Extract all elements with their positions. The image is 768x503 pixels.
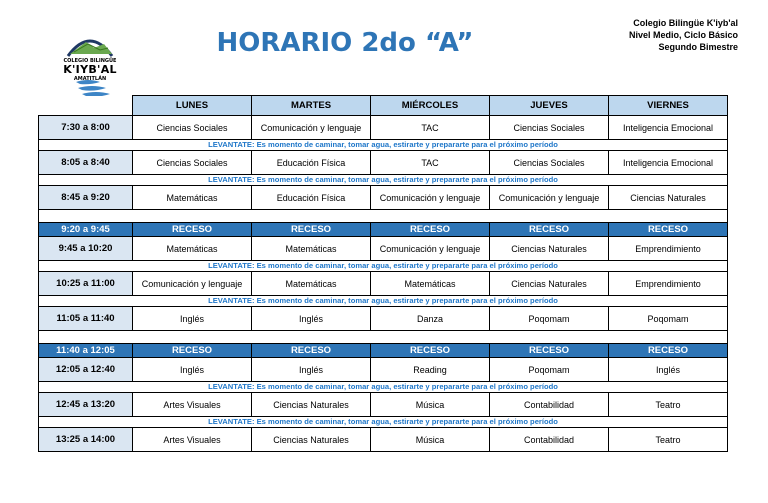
time-cell: 13:25 a 14:00 — [39, 428, 133, 452]
subject-cell: Matemáticas — [252, 237, 371, 261]
break-note-row — [39, 382, 728, 393]
subject-cell: Ciencias Naturales — [252, 428, 371, 452]
subject-cell: TAC — [371, 116, 490, 140]
subject-cell: Música — [371, 428, 490, 452]
class-row — [39, 116, 728, 140]
class-row — [39, 186, 728, 210]
subject-cell: Ciencias Naturales — [252, 393, 371, 417]
time-cell: 10:25 a 11:00 — [39, 272, 133, 296]
subject-cell: Emprendimiento — [609, 237, 728, 261]
subject-cell: Contabilidad — [490, 393, 609, 417]
class-row — [39, 237, 728, 261]
subject-cell: Inteligencia Emocional — [609, 116, 728, 140]
logo-text-top: COLEGIO BILINGÜE — [63, 58, 117, 64]
time-cell: 8:45 a 9:20 — [39, 186, 133, 210]
break-note-row — [39, 417, 728, 428]
subject-cell: Poqomam — [490, 307, 609, 331]
time-cell: 8:05 a 8:40 — [39, 151, 133, 175]
recess-cell: RECESO — [133, 344, 252, 358]
day-header: MARTES — [252, 96, 371, 116]
recess-cell: RECESO — [252, 344, 371, 358]
subject-cell: Matemáticas — [133, 186, 252, 210]
time-cell: 12:05 a 12:40 — [39, 358, 133, 382]
recess-cell: RECESO — [490, 223, 609, 237]
day-header: JUEVES — [490, 96, 609, 116]
recess-cell: RECESO — [252, 223, 371, 237]
spacer-row — [39, 331, 728, 344]
subject-cell: Ciencias Sociales — [133, 151, 252, 175]
subject-cell: Poqomam — [609, 307, 728, 331]
class-row — [39, 151, 728, 175]
subject-cell: Teatro — [609, 393, 728, 417]
class-row — [39, 393, 728, 417]
school-info — [629, 17, 738, 53]
spacer-row — [39, 210, 728, 223]
break-note: LEVANTATE: Es momento de caminar, tomar agua, estirarte y prepararte para el próximo período — [39, 417, 728, 428]
subject-cell: Ciencias Sociales — [490, 151, 609, 175]
subject-cell: Ciencias Naturales — [609, 186, 728, 210]
subject-cell: Matemáticas — [252, 272, 371, 296]
subject-cell: Danza — [371, 307, 490, 331]
break-note: LEVANTATE: Es momento de caminar, tomar agua, estirarte y prepararte para el próximo período — [39, 382, 728, 393]
subject-cell: Comunicación y lenguaje — [252, 116, 371, 140]
day-header: LUNES — [133, 96, 252, 116]
school-name: Colegio Bilingüe K'iyb'al — [633, 18, 738, 28]
subject-cell: TAC — [371, 151, 490, 175]
recess-cell: RECESO — [490, 344, 609, 358]
break-note: LEVANTATE: Es momento de caminar, tomar agua, estirarte y prepararte para el próximo período — [39, 261, 728, 272]
time-cell: 11:40 a 12:05 — [39, 344, 133, 358]
subject-cell: Ciencias Naturales — [490, 272, 609, 296]
class-row — [39, 307, 728, 331]
break-note: LEVANTATE: Es momento de caminar, tomar agua, estirarte y prepararte para el próximo período — [39, 140, 728, 151]
subject-cell: Comunicación y lenguaje — [371, 237, 490, 261]
recess-cell: RECESO — [371, 223, 490, 237]
subject-cell: Comunicación y lenguaje — [133, 272, 252, 296]
subject-cell: Ciencias Naturales — [490, 237, 609, 261]
schedule-table — [38, 95, 728, 452]
break-note-row — [39, 296, 728, 307]
break-note-row — [39, 140, 728, 151]
subject-cell: Poqomam — [490, 358, 609, 382]
time-cell: 11:05 a 11:40 — [39, 307, 133, 331]
spacer-cell — [39, 331, 728, 344]
school-level: Nivel Medio, Ciclo Básico — [628, 30, 738, 40]
subject-cell: Artes Visuales — [133, 428, 252, 452]
subject-cell: Inglés — [133, 358, 252, 382]
subject-cell: Educación Física — [252, 151, 371, 175]
class-row — [39, 272, 728, 296]
logo-text-name: K'IYB'AL — [63, 63, 117, 76]
subject-cell: Contabilidad — [490, 428, 609, 452]
subject-cell: Teatro — [609, 428, 728, 452]
break-note: LEVANTATE: Es momento de caminar, tomar agua, estirarte y prepararte para el próximo período — [39, 296, 728, 307]
header-row — [39, 96, 728, 116]
page-title: HORARIO 2do “A” — [216, 28, 474, 58]
break-note: LEVANTATE: Es momento de caminar, tomar agua, estirarte y prepararte para el próximo período — [39, 175, 728, 186]
break-note-row — [39, 175, 728, 186]
subject-cell: Comunicación y lenguaje — [490, 186, 609, 210]
day-header: VIERNES — [609, 96, 728, 116]
time-cell: 12:45 a 13:20 — [39, 393, 133, 417]
subject-cell: Inglés — [609, 358, 728, 382]
subject-cell: Educación Física — [252, 186, 371, 210]
subject-cell: Ciencias Sociales — [133, 116, 252, 140]
spacer-cell — [39, 210, 728, 223]
subject-cell: Ciencias Sociales — [490, 116, 609, 140]
recess-cell: RECESO — [371, 344, 490, 358]
time-cell: 7:30 a 8:00 — [39, 116, 133, 140]
subject-cell: Reading — [371, 358, 490, 382]
subject-cell: Emprendimiento — [609, 272, 728, 296]
subject-cell: Inteligencia Emocional — [609, 151, 728, 175]
day-header: MIÉRCOLES — [371, 96, 490, 116]
subject-cell: Comunicación y lenguaje — [371, 186, 490, 210]
recess-row — [39, 223, 728, 237]
class-row — [39, 428, 728, 452]
subject-cell: Inglés — [252, 358, 371, 382]
subject-cell: Matemáticas — [133, 237, 252, 261]
break-note-row — [39, 261, 728, 272]
recess-row — [39, 344, 728, 358]
time-cell: 9:20 a 9:45 — [39, 223, 133, 237]
subject-cell: Matemáticas — [371, 272, 490, 296]
subject-cell: Música — [371, 393, 490, 417]
subject-cell: Inglés — [252, 307, 371, 331]
recess-cell: RECESO — [609, 223, 728, 237]
subject-cell: Artes Visuales — [133, 393, 252, 417]
logo-text-city: AMATITLÁN — [73, 76, 107, 82]
time-cell: 9:45 a 10:20 — [39, 237, 133, 261]
recess-cell: RECESO — [609, 344, 728, 358]
subject-cell: Inglés — [133, 307, 252, 331]
class-row — [39, 358, 728, 382]
header-corner — [39, 96, 133, 116]
school-term: Segundo Bimestre — [658, 42, 738, 52]
recess-cell: RECESO — [133, 223, 252, 237]
